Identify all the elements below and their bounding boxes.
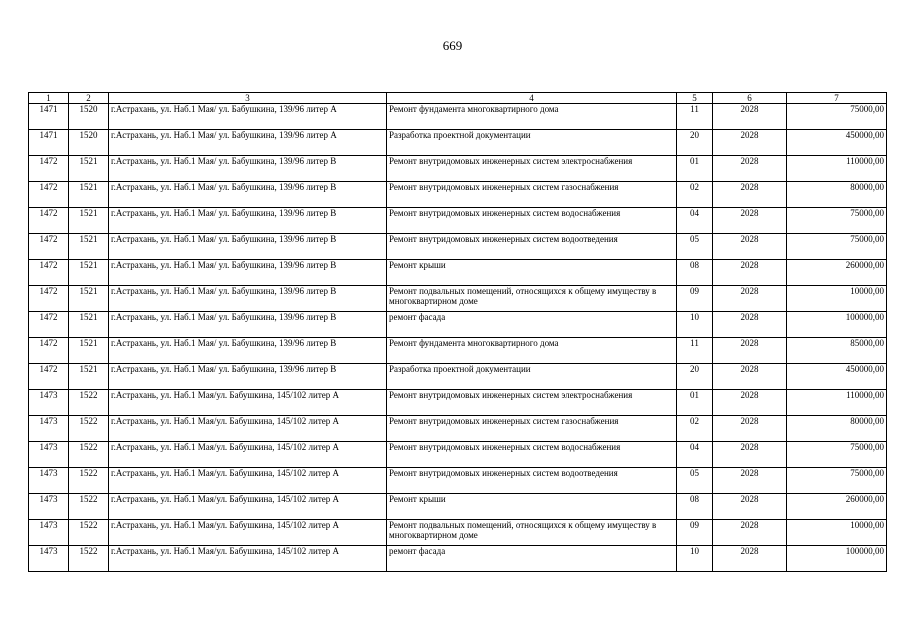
table-row (29, 338, 887, 364)
object-index: 1522 (69, 416, 109, 442)
work-code-cell: 04 (677, 442, 713, 468)
work-type-cell: Ремонт внутридомовых инженерных систем водоснабжения (387, 208, 677, 234)
year-cell: 2028 (713, 260, 787, 286)
year-cell: 2028 (713, 390, 787, 416)
column-header: 2 (69, 93, 109, 104)
cost-cell: 100000,00 (787, 312, 887, 338)
row-index: 1472 (29, 286, 69, 312)
table-row (29, 182, 887, 208)
year-cell: 2028 (713, 312, 787, 338)
table-body (29, 104, 887, 572)
column-header: 1 (29, 93, 69, 104)
row-index: 1473 (29, 416, 69, 442)
work-type-cell: Ремонт внутридомовых инженерных систем газоснабжения (387, 416, 677, 442)
year-cell: 2028 (713, 208, 787, 234)
work-code-cell: 02 (677, 416, 713, 442)
work-type-cell: ремонт фасада (387, 312, 677, 338)
column-header: 5 (677, 93, 713, 104)
address-cell: г.Астрахань, ул. Наб.1 Мая/ул. Бабушкина, 145/102 литер А (109, 416, 387, 442)
address-cell: г.Астрахань, ул. Наб.1 Мая/ул. Бабушкина, 145/102 литер А (109, 468, 387, 494)
cost-cell: 75000,00 (787, 468, 887, 494)
address-cell: г.Астрахань, ул. Наб.1 Мая/ ул. Бабушкина, 139/96 литер В (109, 208, 387, 234)
table-row (29, 442, 887, 468)
row-index: 1471 (29, 130, 69, 156)
object-index: 1520 (69, 104, 109, 130)
address-cell: г.Астрахань, ул. Наб.1 Мая/ ул. Бабушкина, 139/96 литер В (109, 182, 387, 208)
repair-schedule-table (28, 92, 887, 572)
work-type-cell: Разработка проектной документации (387, 130, 677, 156)
object-index: 1522 (69, 468, 109, 494)
table-header-row (29, 93, 887, 104)
object-index: 1521 (69, 312, 109, 338)
table-row (29, 156, 887, 182)
work-type-cell: Ремонт внутридомовых инженерных систем водоотведения (387, 468, 677, 494)
row-index: 1473 (29, 520, 69, 546)
table-row (29, 416, 887, 442)
address-cell: г.Астрахань, ул. Наб.1 Мая/ ул. Бабушкина, 139/96 литер В (109, 260, 387, 286)
row-index: 1472 (29, 338, 69, 364)
cost-cell: 450000,00 (787, 364, 887, 390)
cost-cell: 110000,00 (787, 156, 887, 182)
table-row (29, 364, 887, 390)
work-type-cell: Ремонт внутридомовых инженерных систем газоснабжения (387, 182, 677, 208)
object-index: 1522 (69, 520, 109, 546)
column-header: 7 (787, 93, 887, 104)
work-code-cell: 11 (677, 338, 713, 364)
cost-cell: 260000,00 (787, 494, 887, 520)
row-index: 1472 (29, 156, 69, 182)
address-cell: г.Астрахань, ул. Наб.1 Мая/ул. Бабушкина, 145/102 литер А (109, 546, 387, 572)
column-header: 6 (713, 93, 787, 104)
row-index: 1472 (29, 364, 69, 390)
work-code-cell: 09 (677, 520, 713, 546)
object-index: 1520 (69, 130, 109, 156)
year-cell: 2028 (713, 468, 787, 494)
page-number: 669 (442, 38, 463, 53)
year-cell: 2028 (713, 156, 787, 182)
work-code-cell: 01 (677, 156, 713, 182)
row-index: 1472 (29, 234, 69, 260)
work-type-cell: Ремонт подвальных помещений, относящихся к общему имуществу в многоквартирном доме (387, 286, 677, 312)
object-index: 1522 (69, 494, 109, 520)
year-cell: 2028 (713, 520, 787, 546)
work-code-cell: 02 (677, 182, 713, 208)
row-index: 1472 (29, 182, 69, 208)
object-index: 1521 (69, 338, 109, 364)
work-code-cell: 11 (677, 104, 713, 130)
row-index: 1473 (29, 546, 69, 572)
row-index: 1473 (29, 468, 69, 494)
object-index: 1522 (69, 546, 109, 572)
work-code-cell: 20 (677, 364, 713, 390)
column-header: 4 (387, 93, 677, 104)
cost-cell: 80000,00 (787, 182, 887, 208)
cost-cell: 75000,00 (787, 208, 887, 234)
cost-cell: 10000,00 (787, 286, 887, 312)
cost-cell: 10000,00 (787, 520, 887, 546)
year-cell: 2028 (713, 286, 787, 312)
table-row (29, 104, 887, 130)
table-row (29, 286, 887, 312)
column-header: 3 (109, 93, 387, 104)
table-row (29, 468, 887, 494)
object-index: 1521 (69, 286, 109, 312)
work-code-cell: 20 (677, 130, 713, 156)
row-index: 1472 (29, 260, 69, 286)
table-row (29, 260, 887, 286)
work-type-cell: Ремонт подвальных помещений, относящихся к общему имуществу в многоквартирном доме (387, 520, 677, 546)
address-cell: г.Астрахань, ул. Наб.1 Мая/ ул. Бабушкина, 139/96 литер В (109, 312, 387, 338)
cost-cell: 110000,00 (787, 390, 887, 416)
work-type-cell: Ремонт внутридомовых инженерных систем водоснабжения (387, 442, 677, 468)
work-code-cell: 09 (677, 286, 713, 312)
row-index: 1473 (29, 494, 69, 520)
table-row (29, 234, 887, 260)
address-cell: г.Астрахань, ул. Наб.1 Мая/ул. Бабушкина, 145/102 литер А (109, 390, 387, 416)
object-index: 1521 (69, 234, 109, 260)
cost-cell: 260000,00 (787, 260, 887, 286)
work-type-cell: Ремонт фундамента многоквартирного дома (387, 338, 677, 364)
address-cell: г.Астрахань, ул. Наб.1 Мая/ ул. Бабушкина, 139/96 литер А (109, 104, 387, 130)
table-row (29, 520, 887, 546)
address-cell: г.Астрахань, ул. Наб.1 Мая/ ул. Бабушкина, 139/96 литер В (109, 286, 387, 312)
cost-cell: 100000,00 (787, 546, 887, 572)
cost-cell: 80000,00 (787, 416, 887, 442)
work-type-cell: Ремонт внутридомовых инженерных систем водоотведения (387, 234, 677, 260)
year-cell: 2028 (713, 416, 787, 442)
cost-cell: 75000,00 (787, 234, 887, 260)
year-cell: 2028 (713, 234, 787, 260)
address-cell: г.Астрахань, ул. Наб.1 Мая/ ул. Бабушкина, 139/96 литер В (109, 156, 387, 182)
work-code-cell: 05 (677, 234, 713, 260)
work-code-cell: 10 (677, 312, 713, 338)
year-cell: 2028 (713, 182, 787, 208)
cost-cell: 450000,00 (787, 130, 887, 156)
object-index: 1521 (69, 260, 109, 286)
address-cell: г.Астрахань, ул. Наб.1 Мая/ул. Бабушкина, 145/102 литер А (109, 520, 387, 546)
work-code-cell: 08 (677, 260, 713, 286)
address-cell: г.Астрахань, ул. Наб.1 Мая/ ул. Бабушкина, 139/96 литер В (109, 364, 387, 390)
work-type-cell: Ремонт внутридомовых инженерных систем электроснабжения (387, 156, 677, 182)
object-index: 1521 (69, 156, 109, 182)
work-code-cell: 08 (677, 494, 713, 520)
cost-cell: 75000,00 (787, 442, 887, 468)
object-index: 1521 (69, 182, 109, 208)
year-cell: 2028 (713, 442, 787, 468)
work-code-cell: 01 (677, 390, 713, 416)
object-index: 1522 (69, 390, 109, 416)
address-cell: г.Астрахань, ул. Наб.1 Мая/ ул. Бабушкина, 139/96 литер В (109, 338, 387, 364)
table-row (29, 208, 887, 234)
work-code-cell: 04 (677, 208, 713, 234)
table-row (29, 546, 887, 572)
work-type-cell: Ремонт внутридомовых инженерных систем электроснабжения (387, 390, 677, 416)
work-type-cell: Ремонт крыши (387, 494, 677, 520)
year-cell: 2028 (713, 130, 787, 156)
row-index: 1472 (29, 312, 69, 338)
row-index: 1473 (29, 390, 69, 416)
work-type-cell: Ремонт крыши (387, 260, 677, 286)
table-row (29, 312, 887, 338)
address-cell: г.Астрахань, ул. Наб.1 Мая/ ул. Бабушкина, 139/96 литер В (109, 234, 387, 260)
work-type-cell: Ремонт фундамента многоквартирного дома (387, 104, 677, 130)
object-index: 1521 (69, 364, 109, 390)
cost-cell: 85000,00 (787, 338, 887, 364)
object-index: 1521 (69, 208, 109, 234)
row-index: 1473 (29, 442, 69, 468)
work-code-cell: 05 (677, 468, 713, 494)
year-cell: 2028 (713, 494, 787, 520)
table-row (29, 390, 887, 416)
year-cell: 2028 (713, 546, 787, 572)
address-cell: г.Астрахань, ул. Наб.1 Мая/ул. Бабушкина, 145/102 литер А (109, 494, 387, 520)
address-cell: г.Астрахань, ул. Наб.1 Мая/ ул. Бабушкина, 139/96 литер А (109, 130, 387, 156)
object-index: 1522 (69, 442, 109, 468)
work-type-cell: ремонт фасада (387, 546, 677, 572)
table-row (29, 130, 887, 156)
row-index: 1472 (29, 208, 69, 234)
row-index: 1471 (29, 104, 69, 130)
year-cell: 2028 (713, 104, 787, 130)
work-code-cell: 10 (677, 546, 713, 572)
year-cell: 2028 (713, 364, 787, 390)
address-cell: г.Астрахань, ул. Наб.1 Мая/ул. Бабушкина, 145/102 литер А (109, 442, 387, 468)
work-type-cell: Разработка проектной документации (387, 364, 677, 390)
year-cell: 2028 (713, 338, 787, 364)
cost-cell: 75000,00 (787, 104, 887, 130)
table-row (29, 494, 887, 520)
